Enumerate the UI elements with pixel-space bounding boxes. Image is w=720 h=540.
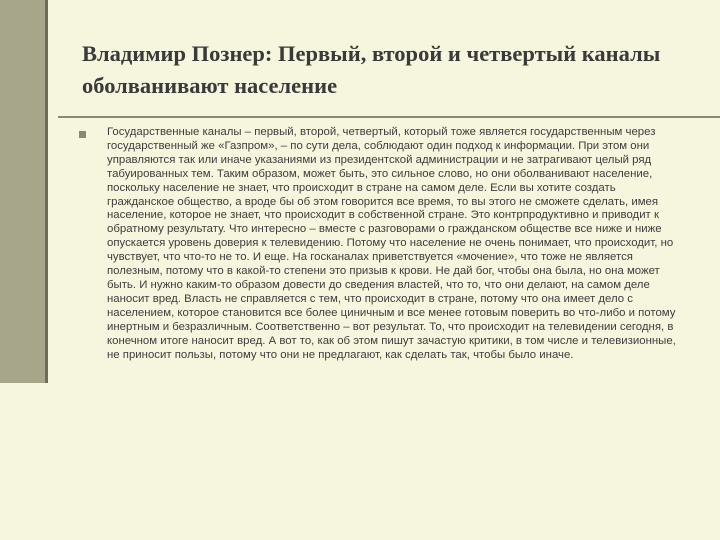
title-divider [58, 116, 720, 118]
slide-title: Владимир Познер: Первый, второй и четвертый каналы оболванивают население [82, 41, 661, 98]
slide-body-text: Государственные каналы – первый, второй, четвертый, который тоже является государственным через государственный же «Газпром», – по сути дела, соблюдают один подход к информации. При этом они управляются так или иначе указаниями из президентской администрации и не затрагивают целый ряд табуированных тем. Таким образом, может быть, это сильное слово, но они оболванивают население, поскольку население не знает, что происходит в стране на самом деле. Если вы хотите создать гражданское общество, а вроде бы об этом говорится все время, то вы этого не сможете сделать, имея население, которое не знает, что происходит в собственной стране. Это контрпродуктивно и приводит к обратному результату. Что интересно – вместе с разговорами о гражданском обществе все ниже и ниже опускается уровень доверия к телевидению. Потому что население не очень понимает, что происходит, но чувствует, что что-то не то. И еще. На госканалах приветствуется «мочение», что тоже не является полезным, потому что в какой-то степени это призыв к крови. Не дай бог, чтобы она была, но она может быть. И нужно каким-то образом довести до сведения властей, что то, что они делают, на самом деле наносит вред. Власть не справляется с тем, что происходит в стране, потому что она имеет дело с населением, которое становится все более циничным и все менее готовым поверить во что-либо и потому инертным и безразличным. Соответственно – вот результат. То, что происходит на телевидении сегодня, в конечном итоге наносит вред. А вот то, как об этом пишут зачастую критики, в том числе и телевизионные, не приносит пользы, потому что они не предлагают, как сделать так, чтобы было иначе. [107, 126, 676, 361]
square-bullet-icon [79, 131, 86, 138]
left-accent-bar-edge [45, 0, 48, 383]
left-accent-bar [0, 0, 45, 383]
